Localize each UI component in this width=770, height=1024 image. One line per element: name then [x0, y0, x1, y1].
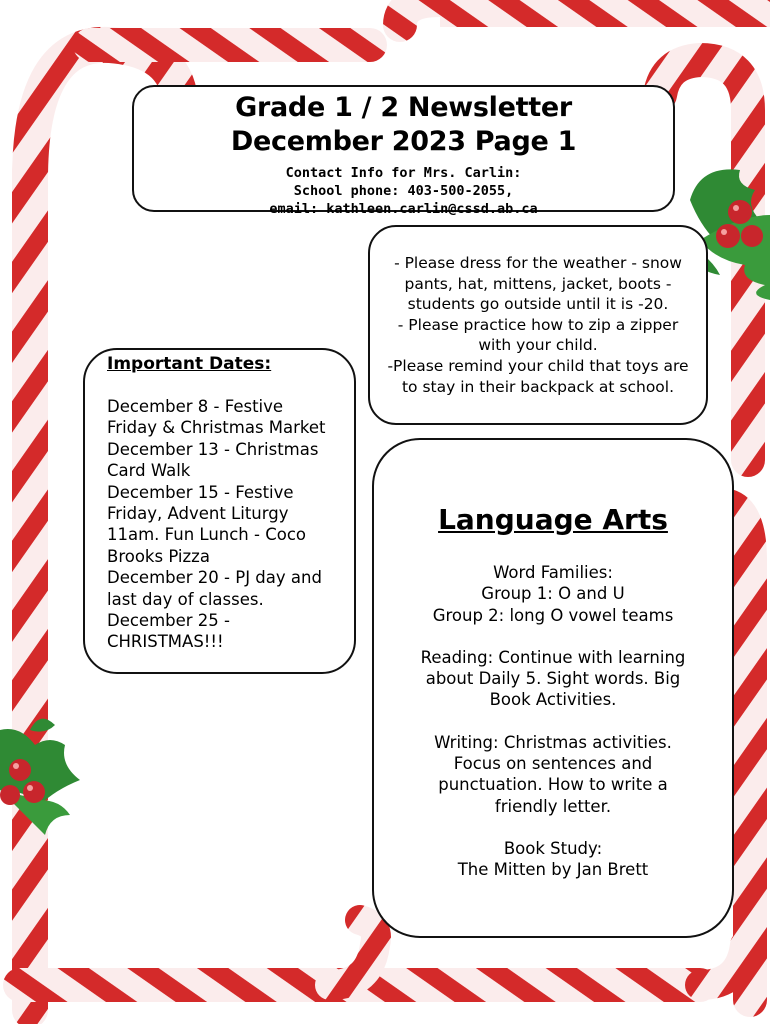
writing-line: punctuation. How to write a: [438, 775, 668, 795]
reminder-line: - Please practice how to zip a zipper: [397, 315, 679, 334]
newsletter-header: [132, 85, 675, 217]
reminder-line: with your child.: [478, 336, 598, 355]
book-study-line: Book Study:: [503, 838, 603, 858]
contact-email: email: kathleen.carlin@cssd.ab.ca: [269, 201, 538, 217]
candy-cane-top-right: [400, 0, 770, 25]
date-line: last day of classes.: [107, 589, 264, 609]
writing-line: Focus on sentences and: [453, 754, 653, 774]
word-families-line: Word Families:: [493, 563, 613, 582]
word-families-line: Group 1: O and U: [481, 584, 625, 604]
reminders-box: [368, 225, 708, 425]
reading-line: about Daily 5. Sight words. Big: [425, 669, 681, 689]
reminder-line: -Please remind your child that toys are: [387, 356, 689, 375]
date-line: December 15 - Festive: [107, 482, 294, 502]
word-families-line: Group 2: long O vowel teams: [432, 605, 674, 625]
newsletter-title-line2: December 2023 Page 1: [230, 126, 577, 157]
contact-phone: School phone: 403-500-2055,: [293, 183, 514, 199]
newsletter-title-line1: Grade 1 / 2 Newsletter: [235, 92, 572, 123]
spacer: [374, 817, 732, 838]
date-line: Friday, Advent Liturgy: [107, 504, 289, 524]
reading-line: Book Activities.: [489, 690, 617, 710]
date-line: Brooks Pizza: [107, 546, 210, 566]
reading-line: Reading: Continue with learning: [420, 647, 686, 667]
date-line: December 20 - PJ day and: [107, 568, 322, 588]
reminder-line: to stay in their backpack at school.: [401, 377, 675, 396]
date-line: December 8 - Festive: [107, 397, 284, 416]
date-line: December 13 - Christmas: [107, 439, 319, 459]
important-dates-title: Important Dates:: [107, 354, 272, 374]
reminder-line: pants, hat, mittens, jacket, boots -: [404, 274, 672, 293]
important-dates-box: [83, 348, 356, 674]
reminder-line: - Please dress for the weather - snow: [394, 254, 682, 272]
writing-line: Writing: Christmas activities.: [434, 732, 672, 752]
language-arts-box: [372, 438, 734, 938]
spacer: [374, 711, 732, 732]
reminder-line: students go outside until it is -20.: [407, 295, 669, 314]
date-line: Friday & Christmas Market: [107, 418, 326, 438]
book-study-line: The Mitten by Jan Brett: [457, 860, 649, 880]
date-line: Card Walk: [107, 461, 191, 481]
date-line: December 25 -: [107, 611, 231, 631]
date-line: 11am. Fun Lunch - Coco: [107, 525, 306, 545]
date-line: CHRISTMAS!!!: [107, 632, 224, 652]
contact-label: Contact Info for Mrs. Carlin:: [285, 165, 522, 181]
writing-line: friendly letter.: [494, 796, 612, 816]
spacer: [374, 626, 732, 647]
language-arts-title: Language Arts: [438, 503, 668, 536]
